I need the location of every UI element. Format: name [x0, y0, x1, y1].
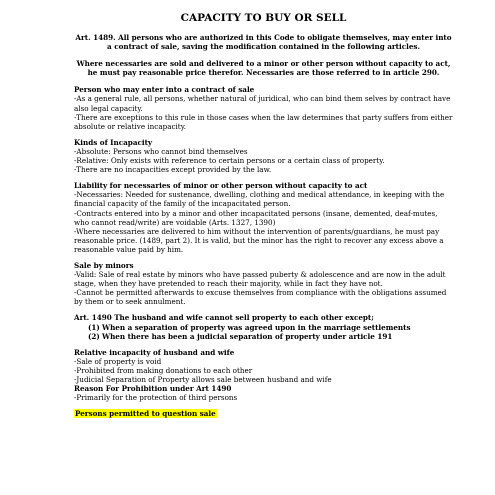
section-persons-permitted	[74, 409, 453, 418]
list-item-number: (1)	[88, 322, 100, 332]
section-body: -Primarily for the protection of third persons	[74, 393, 238, 403]
page-title: CAPACITY TO BUY OR SELL	[180, 12, 347, 24]
necessaries-note: Where necessaries are sold and delivered to a minor or other person without capacity to act, he must pay reasonable price therefor. Necessaries are those referred to in article 290.	[76, 59, 451, 78]
section-relative-incapacity	[74, 348, 453, 403]
list-item-number: (2)	[88, 331, 100, 341]
section-heading: Liability for necessaries of minor or other person without capacity to act	[74, 181, 368, 191]
list-item	[88, 332, 453, 341]
section-liability-necessaries	[74, 181, 453, 254]
numbered-list	[88, 323, 453, 341]
section-heading: Art. 1490 The husband and wife cannot sell property to each other except;	[74, 313, 374, 323]
section-sale-by-minors	[74, 261, 453, 306]
section-body: -Necessaries: Needed for sustenance, dwelling, clothing and medical attendance, in keeping with the financial capacity of the family of the incapacitated person. -Contracts entered into by a minor and other incapacitated persons (insane, demented, deaf-mutes, who cannot read/write) are voidable (Arts. 1327, 1390) -Where necessaries are delivered to him without the intervention of parents/guardians, he must pay reasonable price. (1489, part 2). It is valid, but the minor has the right to recover any excess above a reasonable value paid by him.	[74, 190, 445, 254]
section-heading: Kinds of Incapacity	[74, 137, 153, 147]
section-art-1490	[74, 313, 453, 340]
section-heading: Person who may enter into a contract of sale	[74, 85, 255, 95]
highlighted-heading: Persons permitted to question sale	[75, 409, 216, 419]
list-item-text: When a separation of property was agreed upon in the marriage settlements	[102, 322, 411, 332]
list-item	[88, 323, 453, 332]
article-1489: Art. 1489. All persons who are authorized in this Code to obligate themselves, may enter into a contract of sale, saving the modification contained in the following articles.	[75, 33, 452, 52]
section-heading: Sale by minors	[74, 260, 134, 270]
section-body: -Absolute: Persons who cannot bind themselves -Relative: Only exists with reference to certain persons or a certain class of property. -There are no incapacities except provided by the law.	[74, 146, 385, 175]
section-body: -As a general rule, all persons, whether natural of juridical, who can bind them selves by contract have also legal capacity. -There are exceptions to this rule in those cases when the law determines that party suffers from either absolute or relative incapacity.	[74, 94, 453, 131]
section-heading: Relative incapacity of husband and wife	[74, 347, 235, 357]
section-body: -Sale of property is void -Prohibited from making donations to each other -Judicial Separation of Property allows sale between husband and wife	[74, 356, 332, 384]
list-item-text: When there has been a judicial separation of property under article 191	[102, 331, 393, 341]
section-body: -Valid: Sale of real estate by minors who have passed puberty & adolescence and are now in the adult stage, when they have pretended to reach their majority, while in fact they have not. -Cannot be permitted afterwards to excuse themselves from compliance with the obligations assumed by them or to seek annulment.	[74, 270, 447, 307]
section-person-may-enter	[74, 85, 453, 130]
section-kinds-of-incapacity	[74, 138, 453, 174]
section-subheading: Reason For Prohibition under Art 1490	[74, 384, 232, 394]
